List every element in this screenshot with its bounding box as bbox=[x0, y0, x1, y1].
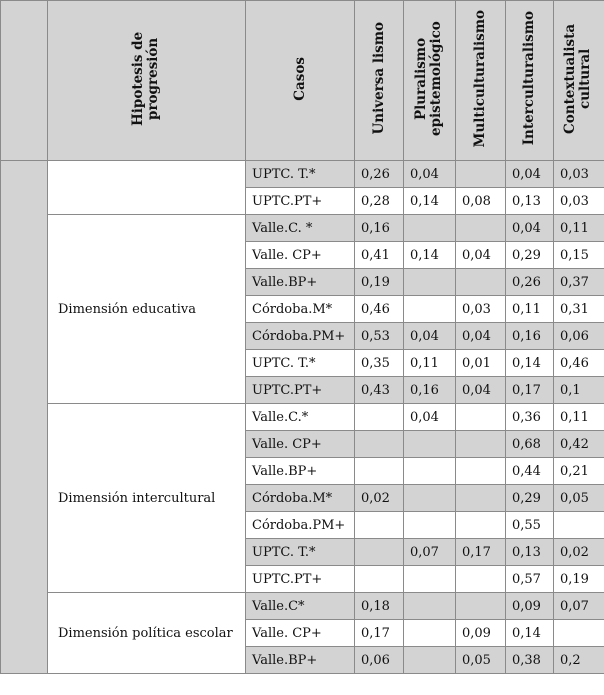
value-cell bbox=[355, 512, 404, 539]
value-cell: 0,03 bbox=[554, 161, 604, 188]
table-row bbox=[1, 593, 604, 620]
value-cell: 0,43 bbox=[355, 377, 404, 404]
caso-cell: UPTC. T.* bbox=[246, 350, 355, 377]
value-cell: 0,11 bbox=[404, 350, 456, 377]
table-row bbox=[1, 215, 604, 242]
value-cell: 0,13 bbox=[506, 188, 554, 215]
header-universalismo: Universa lismo bbox=[355, 1, 404, 161]
table-row bbox=[1, 161, 604, 188]
value-cell bbox=[404, 620, 456, 647]
value-cell bbox=[355, 431, 404, 458]
dimension-label: Dimensión intercultural bbox=[48, 404, 246, 593]
value-cell: 0,35 bbox=[355, 350, 404, 377]
value-cell: 0,26 bbox=[506, 269, 554, 296]
value-cell bbox=[404, 566, 456, 593]
caso-cell: Valle.C* bbox=[246, 593, 355, 620]
value-cell bbox=[355, 404, 404, 431]
caso-cell: Valle.C. * bbox=[246, 215, 355, 242]
value-cell bbox=[404, 485, 456, 512]
value-cell bbox=[355, 539, 404, 566]
header-hipotesis: Hipotesis de progresión bbox=[48, 1, 246, 161]
caso-cell: Valle.BP+ bbox=[246, 458, 355, 485]
caso-cell: Valle. CP+ bbox=[246, 620, 355, 647]
value-cell: 0,53 bbox=[355, 323, 404, 350]
value-cell: 0,05 bbox=[554, 485, 604, 512]
value-cell: 0,17 bbox=[355, 620, 404, 647]
caso-cell: Valle.BP+ bbox=[246, 269, 355, 296]
value-cell: 0,03 bbox=[554, 188, 604, 215]
value-cell: 0,16 bbox=[404, 377, 456, 404]
value-cell bbox=[404, 512, 456, 539]
value-cell bbox=[404, 215, 456, 242]
value-cell: 0,44 bbox=[506, 458, 554, 485]
caso-cell: Córdoba.PM+ bbox=[246, 323, 355, 350]
first-column bbox=[1, 161, 48, 674]
value-cell: 0,1 bbox=[554, 377, 604, 404]
value-cell: 0,36 bbox=[506, 404, 554, 431]
value-cell bbox=[404, 431, 456, 458]
value-cell: 0,57 bbox=[506, 566, 554, 593]
value-cell: 0,05 bbox=[456, 647, 506, 674]
value-cell: 0,14 bbox=[404, 242, 456, 269]
value-cell: 0,21 bbox=[554, 458, 604, 485]
value-cell: 0,26 bbox=[355, 161, 404, 188]
caso-cell: UPTC. T.* bbox=[246, 161, 355, 188]
value-cell: 0,46 bbox=[554, 350, 604, 377]
value-cell: 0,28 bbox=[355, 188, 404, 215]
value-cell bbox=[404, 647, 456, 674]
table-row bbox=[1, 404, 604, 431]
value-cell bbox=[456, 269, 506, 296]
value-cell: 0,46 bbox=[355, 296, 404, 323]
value-cell bbox=[404, 269, 456, 296]
value-cell: 0,38 bbox=[506, 647, 554, 674]
caso-cell: Córdoba.PM+ bbox=[246, 512, 355, 539]
value-cell bbox=[456, 215, 506, 242]
value-cell bbox=[456, 404, 506, 431]
value-cell: 0,06 bbox=[554, 323, 604, 350]
value-cell: 0,16 bbox=[506, 323, 554, 350]
header-row bbox=[1, 1, 604, 161]
value-cell bbox=[404, 296, 456, 323]
value-cell bbox=[456, 485, 506, 512]
value-cell: 0,09 bbox=[456, 620, 506, 647]
value-cell bbox=[355, 458, 404, 485]
value-cell bbox=[456, 566, 506, 593]
value-cell: 0,03 bbox=[456, 296, 506, 323]
value-cell: 0,14 bbox=[506, 620, 554, 647]
value-cell: 0,19 bbox=[355, 269, 404, 296]
caso-cell: UPTC.PT+ bbox=[246, 377, 355, 404]
value-cell: 0,19 bbox=[554, 566, 604, 593]
value-cell bbox=[355, 566, 404, 593]
value-cell: 0,16 bbox=[355, 215, 404, 242]
header-multiculturalismo: Multiculturalismo bbox=[456, 1, 506, 161]
value-cell: 0,02 bbox=[554, 539, 604, 566]
value-cell: 0,42 bbox=[554, 431, 604, 458]
value-cell bbox=[554, 620, 604, 647]
value-cell bbox=[404, 458, 456, 485]
caso-cell: UPTC.PT+ bbox=[246, 566, 355, 593]
value-cell bbox=[456, 431, 506, 458]
value-cell: 0,02 bbox=[355, 485, 404, 512]
value-cell bbox=[456, 593, 506, 620]
value-cell: 0,18 bbox=[355, 593, 404, 620]
value-cell: 0,04 bbox=[456, 377, 506, 404]
value-cell: 0,14 bbox=[506, 350, 554, 377]
value-cell: 0,13 bbox=[506, 539, 554, 566]
value-cell: 0,04 bbox=[506, 215, 554, 242]
caso-cell: Córdoba.M* bbox=[246, 485, 355, 512]
caso-cell: Córdoba.M* bbox=[246, 296, 355, 323]
value-cell: 0,07 bbox=[554, 593, 604, 620]
value-cell: 0,11 bbox=[554, 215, 604, 242]
value-cell: 0,07 bbox=[404, 539, 456, 566]
value-cell: 0,2 bbox=[554, 647, 604, 674]
value-cell: 0,01 bbox=[456, 350, 506, 377]
header-contextualista: Contextualista cultural bbox=[554, 1, 604, 161]
value-cell: 0,04 bbox=[404, 161, 456, 188]
value-cell: 0,31 bbox=[554, 296, 604, 323]
value-cell bbox=[456, 161, 506, 188]
value-cell bbox=[456, 512, 506, 539]
dimension-label bbox=[48, 161, 246, 215]
value-cell: 0,11 bbox=[554, 404, 604, 431]
value-cell: 0,04 bbox=[456, 323, 506, 350]
value-cell: 0,04 bbox=[456, 242, 506, 269]
value-cell: 0,29 bbox=[506, 242, 554, 269]
value-cell: 0,17 bbox=[456, 539, 506, 566]
value-cell bbox=[456, 458, 506, 485]
dimension-label: Dimensión política escolar bbox=[48, 593, 246, 674]
value-cell: 0,17 bbox=[506, 377, 554, 404]
value-cell: 0,06 bbox=[355, 647, 404, 674]
value-cell: 0,14 bbox=[404, 188, 456, 215]
caso-cell: Valle. CP+ bbox=[246, 242, 355, 269]
value-cell: 0,29 bbox=[506, 485, 554, 512]
value-cell: 0,08 bbox=[456, 188, 506, 215]
caso-cell: UPTC. T.* bbox=[246, 539, 355, 566]
value-cell: 0,37 bbox=[554, 269, 604, 296]
value-cell bbox=[554, 512, 604, 539]
table-body bbox=[1, 161, 604, 674]
caso-cell: Valle. CP+ bbox=[246, 431, 355, 458]
value-cell: 0,04 bbox=[506, 161, 554, 188]
value-cell: 0,04 bbox=[404, 323, 456, 350]
header-blank bbox=[1, 1, 48, 161]
header-casos: Casos bbox=[246, 1, 355, 161]
caso-cell: Valle.BP+ bbox=[246, 647, 355, 674]
value-cell: 0,41 bbox=[355, 242, 404, 269]
caso-cell: Valle.C.* bbox=[246, 404, 355, 431]
value-cell: 0,09 bbox=[506, 593, 554, 620]
header-pluralismo: Pluralismo epistemológico bbox=[404, 1, 456, 161]
value-cell: 0,11 bbox=[506, 296, 554, 323]
value-cell bbox=[404, 593, 456, 620]
value-cell: 0,55 bbox=[506, 512, 554, 539]
value-cell: 0,04 bbox=[404, 404, 456, 431]
dimension-label: Dimensión educativa bbox=[48, 215, 246, 404]
header-interculturalismo: Interculturalismo bbox=[506, 1, 554, 161]
caso-cell: UPTC.PT+ bbox=[246, 188, 355, 215]
value-cell: 0,15 bbox=[554, 242, 604, 269]
value-cell: 0,68 bbox=[506, 431, 554, 458]
